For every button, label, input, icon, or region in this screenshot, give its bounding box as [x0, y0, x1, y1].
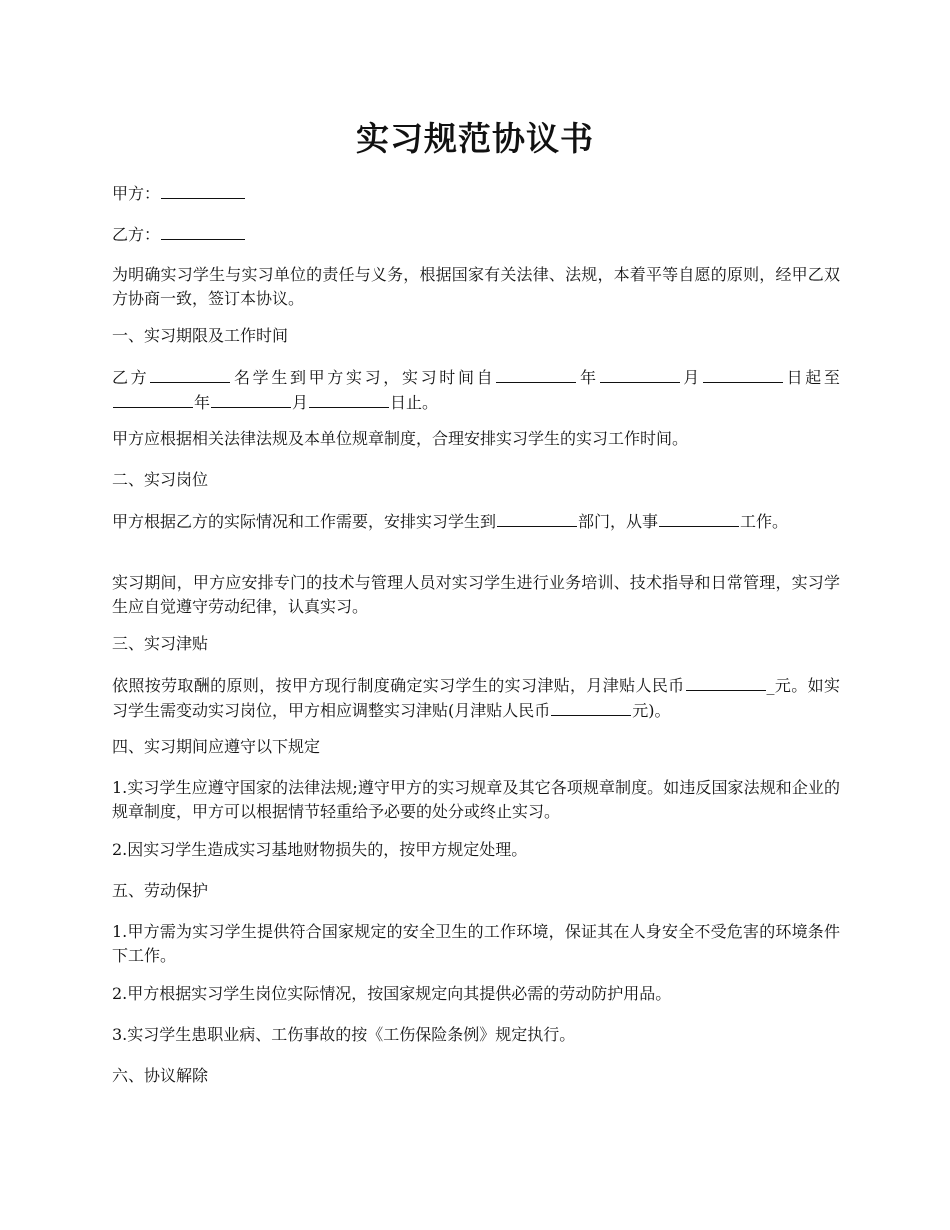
text-fragment: 乙方 — [112, 368, 150, 387]
party-b-blank — [161, 222, 245, 240]
section-5-heading: 五、劳动保护 — [112, 881, 209, 900]
start-year-blank — [496, 365, 576, 383]
section-4-heading: 四、实习期间应遵守以下规定 — [112, 737, 321, 756]
text-fragment: 元)。 — [632, 701, 671, 720]
text-fragment: 月 — [680, 368, 702, 387]
document-title: 实习规范协议书 — [356, 119, 594, 158]
start-day-blank — [703, 365, 783, 383]
text-fragment: 工作。 — [740, 512, 789, 531]
end-day-blank — [309, 390, 389, 408]
text-fragment: 甲方根据乙方的实际情况和工作需要，安排实习学生到 — [112, 512, 497, 531]
intro-paragraph: 为明确实习学生与实习单位的责任与义务，根据国家有关法律、法规，本着平等自愿的原则，经甲乙双方协商一致，签订本协议。 — [112, 265, 840, 308]
section-6-heading: 六、协议解除 — [112, 1066, 209, 1085]
text-fragment: _元。如实习学生需变动实习岗位，甲方相应调整实习津贴(月津贴人民币 — [112, 676, 840, 720]
text-fragment: 月 — [292, 393, 309, 412]
job-blank — [659, 509, 739, 527]
section-1-heading: 一、实习期限及工作时间 — [112, 326, 289, 345]
text-fragment: 名学生到甲方实习，实习时间自 — [231, 368, 496, 387]
party-a-blank — [161, 181, 245, 199]
text-fragment: 日起至 — [783, 368, 840, 387]
start-month-blank — [600, 365, 680, 383]
end-year-blank — [113, 390, 193, 408]
end-month-blank — [211, 390, 291, 408]
section-3-heading: 三、实习津贴 — [112, 634, 209, 653]
text-fragment: 年 — [577, 368, 599, 387]
section-5-paragraph-3: 3.实习学生患职业病、工伤事故的按《工伤保险条例》规定执行。 — [112, 1025, 576, 1044]
section-1-paragraph-1 — [112, 365, 840, 415]
section-4-paragraph-1: 1.实习学生应遵守国家的法律法规;遵守甲方的实习规章及其它各项规章制度。如违反国家法规和企业的规章制度，甲方可以根据情节轻重给予必要的处分或终止实习。 — [112, 778, 840, 821]
section-2-paragraph-1 — [112, 509, 840, 534]
section-5-paragraph-2: 2.甲方根据实习学生岗位实际情况，按国家规定向其提供必需的劳动防护用品。 — [112, 984, 672, 1003]
student-count-blank — [150, 365, 230, 383]
section-5-paragraph-1: 1.甲方需为实习学生提供符合国家规定的安全卫生的工作环境，保证其在人身安全不受危害的环境条件下工作。 — [112, 922, 840, 965]
section-2-paragraph-2: 实习期间，甲方应安排专门的技术与管理人员对实习学生进行业务培训、技术指导和日常管理，实习学生应自觉遵守劳动纪律，认真实习。 — [112, 573, 840, 616]
text-fragment: 年 — [194, 393, 211, 412]
section-4-paragraph-2: 2.因实习学生造成实习基地财物损失的，按甲方规定处理。 — [112, 840, 528, 859]
allowance-blank — [686, 673, 766, 691]
party-b-line — [112, 222, 840, 247]
text-fragment: 日止。 — [390, 393, 439, 412]
section-1-paragraph-2: 甲方应根据相关法律法规及本单位规章制度，合理安排实习学生的实习工作时间。 — [112, 429, 689, 448]
text-fragment: 部门，从事 — [578, 512, 659, 531]
party-a-label: 甲方： — [112, 184, 161, 203]
text-fragment: 依照按劳取酬的原则，按甲方现行制度确定实习学生的实习津贴，月津贴人民币 — [112, 676, 685, 695]
party-a-line — [112, 181, 840, 206]
department-blank — [497, 509, 577, 527]
adjusted-allowance-blank — [551, 698, 631, 716]
party-b-label: 乙方： — [112, 225, 161, 244]
section-3-paragraph-1 — [112, 673, 840, 723]
section-2-heading: 二、实习岗位 — [112, 470, 209, 489]
